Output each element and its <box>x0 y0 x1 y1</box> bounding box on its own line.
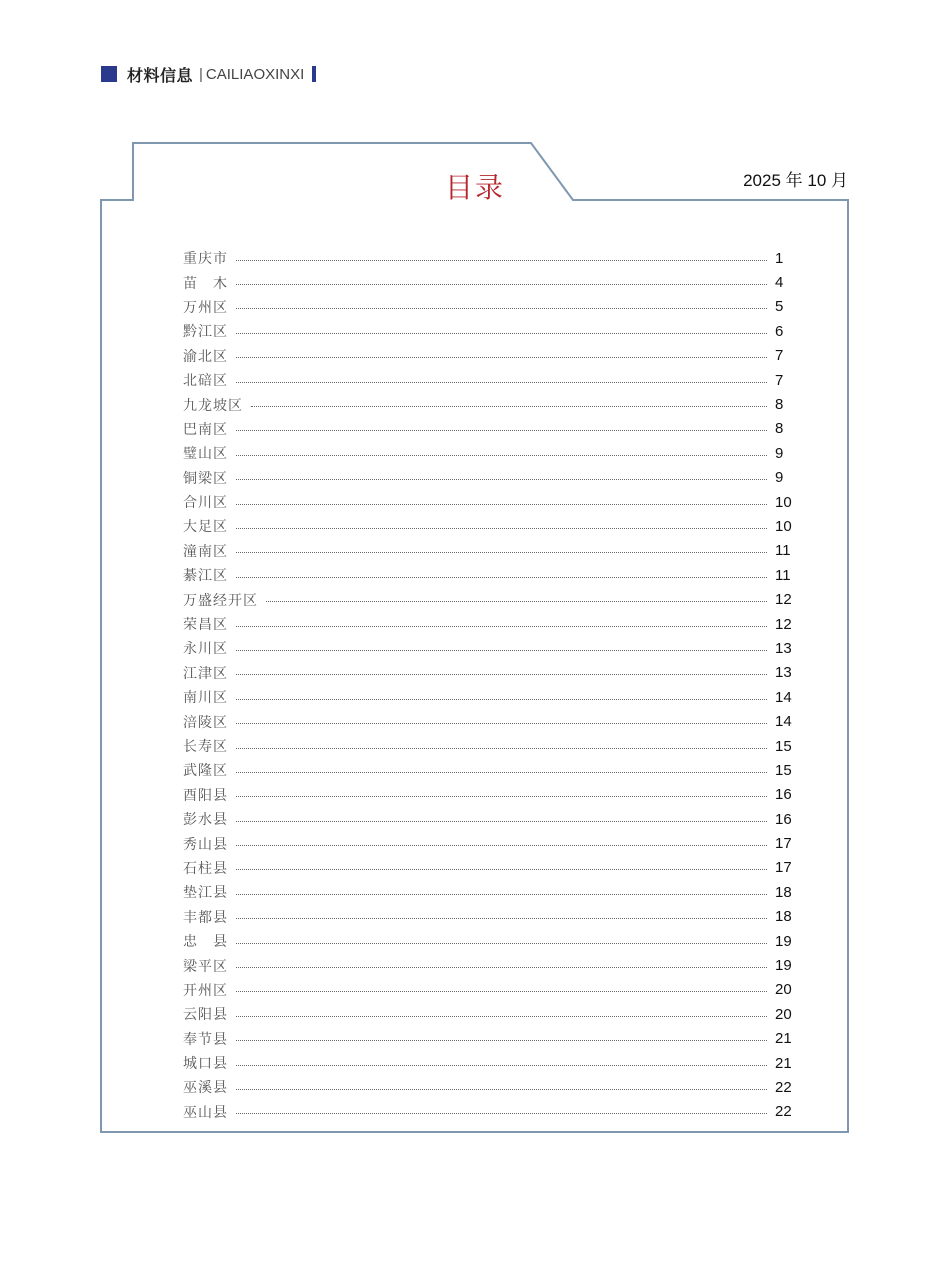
toc-entry-label: 长寿区 <box>183 739 228 755</box>
leader-dots <box>251 406 767 407</box>
toc-entry[interactable] <box>183 1100 803 1124</box>
leader-dots <box>236 333 767 334</box>
leader-dots <box>236 699 767 700</box>
toc-entry[interactable] <box>183 1051 803 1075</box>
toc-entry-page: 17 <box>775 859 792 877</box>
toc-entry[interactable] <box>183 807 803 831</box>
toc-entry-page: 8 <box>775 420 784 438</box>
toc-entry[interactable] <box>183 783 803 807</box>
toc-entry-page: 7 <box>775 371 784 389</box>
toc-entry-page: 20 <box>775 981 792 999</box>
leader-dots <box>236 528 767 529</box>
toc-entry-label: 铜梁区 <box>183 470 228 487</box>
toc-entry[interactable] <box>183 1027 803 1051</box>
leader-dots <box>236 723 767 724</box>
toc-entry-label: 大足区 <box>183 519 228 536</box>
toc-entry-page: 19 <box>775 932 792 950</box>
toc-entry-label: 忠 县 <box>183 934 228 951</box>
table-of-contents <box>183 246 803 1124</box>
leader-dots <box>236 1065 767 1066</box>
toc-entry[interactable] <box>183 466 803 490</box>
toc-entry-page: 14 <box>775 688 792 706</box>
header-separator: | <box>199 65 203 83</box>
leader-dots <box>236 1113 767 1114</box>
leader-dots <box>236 577 767 578</box>
leader-dots <box>236 430 767 431</box>
leader-dots <box>236 1089 767 1090</box>
toc-entry-label: 酉阳县 <box>183 787 228 804</box>
toc-entry-page: 14 <box>775 713 792 731</box>
toc-entry[interactable] <box>183 563 803 587</box>
leader-dots <box>236 845 767 846</box>
toc-entry-label: 万州区 <box>183 299 228 316</box>
toc-entry-label: 城口县 <box>183 1056 228 1073</box>
toc-entry-label: 永川区 <box>183 641 228 658</box>
toc-entry[interactable] <box>183 709 803 733</box>
toc-entry[interactable] <box>183 758 803 782</box>
toc-entry-page: 8 <box>775 396 784 414</box>
toc-entry-page: 13 <box>775 664 792 682</box>
toc-entry-label: 合川区 <box>183 495 228 512</box>
toc-entry[interactable] <box>183 368 803 392</box>
leader-dots <box>236 772 767 773</box>
toc-entry-page: 17 <box>775 835 792 853</box>
toc-entry-label: 南川区 <box>183 690 228 707</box>
toc-entry-page: 16 <box>775 786 792 804</box>
toc-entry[interactable] <box>183 953 803 977</box>
toc-entry[interactable] <box>183 539 803 563</box>
leader-dots <box>236 308 767 309</box>
toc-entry[interactable] <box>183 1002 803 1026</box>
toc-entry-label: 江津区 <box>183 665 228 682</box>
toc-entry-label: 綦江区 <box>183 568 228 585</box>
toc-entry[interactable] <box>183 856 803 880</box>
toc-entry[interactable] <box>183 905 803 929</box>
toc-entry-label: 奉节县 <box>183 1031 228 1048</box>
toc-entry[interactable] <box>183 295 803 319</box>
toc-entry-label: 万盛经开区 <box>183 592 258 609</box>
header-title-en: CAILIAOXINXI <box>205 65 305 83</box>
leader-dots <box>236 382 767 383</box>
toc-entry-page: 15 <box>775 737 792 755</box>
toc-entry-label: 开州区 <box>183 982 228 999</box>
toc-entry-label: 巴南区 <box>183 421 228 438</box>
leader-dots <box>236 869 767 870</box>
toc-entry-label: 九龙坡区 <box>183 397 243 414</box>
toc-entry-label: 石柱县 <box>183 860 228 877</box>
leader-dots <box>236 479 767 480</box>
toc-entry[interactable] <box>183 612 803 636</box>
toc-entry[interactable] <box>183 929 803 953</box>
leader-dots <box>236 504 767 505</box>
toc-entry-label: 北碚区 <box>183 373 228 390</box>
leader-dots <box>236 796 767 797</box>
toc-entry-page: 1 <box>775 249 784 267</box>
leader-dots <box>236 357 767 358</box>
toc-entry-label: 秀山县 <box>183 836 228 853</box>
toc-entry[interactable] <box>183 734 803 758</box>
toc-entry-label: 重庆市 <box>183 251 228 268</box>
toc-entry-page: 22 <box>775 1103 792 1121</box>
leader-dots <box>236 991 767 992</box>
toc-entry[interactable] <box>183 1075 803 1099</box>
toc-entry-page: 21 <box>775 1054 792 1072</box>
leader-dots <box>236 821 767 822</box>
toc-entry-page: 12 <box>775 591 792 609</box>
toc-entry-page: 5 <box>775 298 784 316</box>
leader-dots <box>236 455 767 456</box>
toc-entry[interactable] <box>183 587 803 611</box>
leader-dots <box>236 626 767 627</box>
toc-entry-label: 梁平区 <box>183 958 228 975</box>
toc-entry[interactable] <box>183 441 803 465</box>
toc-entry-page: 11 <box>775 542 791 560</box>
toc-entry[interactable] <box>183 880 803 904</box>
leader-dots <box>236 284 767 285</box>
toc-entry-label: 巫山县 <box>183 1104 228 1121</box>
toc-entry-page: 6 <box>775 322 784 340</box>
toc-entry[interactable] <box>183 392 803 416</box>
leader-dots <box>236 894 767 895</box>
leader-dots <box>266 601 767 602</box>
page-title: 目录 <box>445 171 506 204</box>
toc-entry-page: 9 <box>775 469 784 487</box>
toc-entry-label: 彭水县 <box>183 812 228 829</box>
toc-entry[interactable] <box>183 246 803 270</box>
toc-entry-label: 黔江区 <box>183 324 228 341</box>
toc-entry-page: 9 <box>775 444 784 462</box>
toc-entry[interactable] <box>183 831 803 855</box>
toc-entry-page: 22 <box>775 1078 792 1096</box>
toc-entry-label: 云阳县 <box>183 1007 228 1024</box>
toc-entry-label: 璧山区 <box>183 446 228 463</box>
toc-entry-page: 4 <box>775 274 784 292</box>
toc-entry-page: 19 <box>775 957 792 975</box>
toc-entry-page: 13 <box>775 639 792 657</box>
header-title-cn: 材料信息 <box>127 65 194 85</box>
toc-entry-page: 21 <box>775 1030 792 1048</box>
leader-dots <box>236 748 767 749</box>
toc-entry[interactable] <box>183 685 803 709</box>
toc-entry-label: 垫江县 <box>183 885 228 902</box>
leader-dots <box>236 943 767 944</box>
leader-dots <box>236 967 767 968</box>
toc-entry[interactable] <box>183 978 803 1002</box>
toc-entry-label: 荣昌区 <box>183 617 228 634</box>
toc-entry-page: 16 <box>775 810 792 828</box>
leader-dots <box>236 260 767 261</box>
toc-entry-page: 18 <box>775 883 792 901</box>
toc-entry[interactable] <box>183 661 803 685</box>
toc-entry-label: 渝北区 <box>183 348 228 365</box>
toc-entry[interactable] <box>183 319 803 343</box>
toc-entry-label: 巫溪县 <box>183 1080 228 1097</box>
leader-dots <box>236 918 767 919</box>
toc-entry-page: 20 <box>775 1005 792 1023</box>
toc-entry-label: 丰都县 <box>183 909 228 926</box>
toc-entry-page: 10 <box>775 493 792 511</box>
leader-dots <box>236 650 767 651</box>
leader-dots <box>236 1040 767 1041</box>
toc-entry-page: 12 <box>775 615 792 633</box>
toc-entry-label: 涪陵区 <box>183 714 228 731</box>
toc-entry[interactable] <box>183 514 803 538</box>
issue-date: 2025 年 10 月 <box>743 171 848 190</box>
toc-entry[interactable] <box>183 490 803 514</box>
toc-entry[interactable] <box>183 270 803 294</box>
leader-dots <box>236 674 767 675</box>
toc-entry[interactable] <box>183 636 803 660</box>
toc-entry-label: 苗 木 <box>183 275 228 292</box>
leader-dots <box>236 1016 767 1017</box>
toc-entry[interactable] <box>183 344 803 368</box>
toc-entry-page: 10 <box>775 517 792 535</box>
toc-entry-label: 潼南区 <box>183 543 228 560</box>
leader-dots <box>236 552 767 553</box>
toc-entry-page: 7 <box>775 347 784 365</box>
toc-entry-page: 11 <box>775 566 791 584</box>
toc-entry-page: 15 <box>775 761 792 779</box>
toc-entry[interactable] <box>183 417 803 441</box>
toc-entry-label: 武隆区 <box>183 763 228 780</box>
toc-entry-page: 18 <box>775 908 792 926</box>
